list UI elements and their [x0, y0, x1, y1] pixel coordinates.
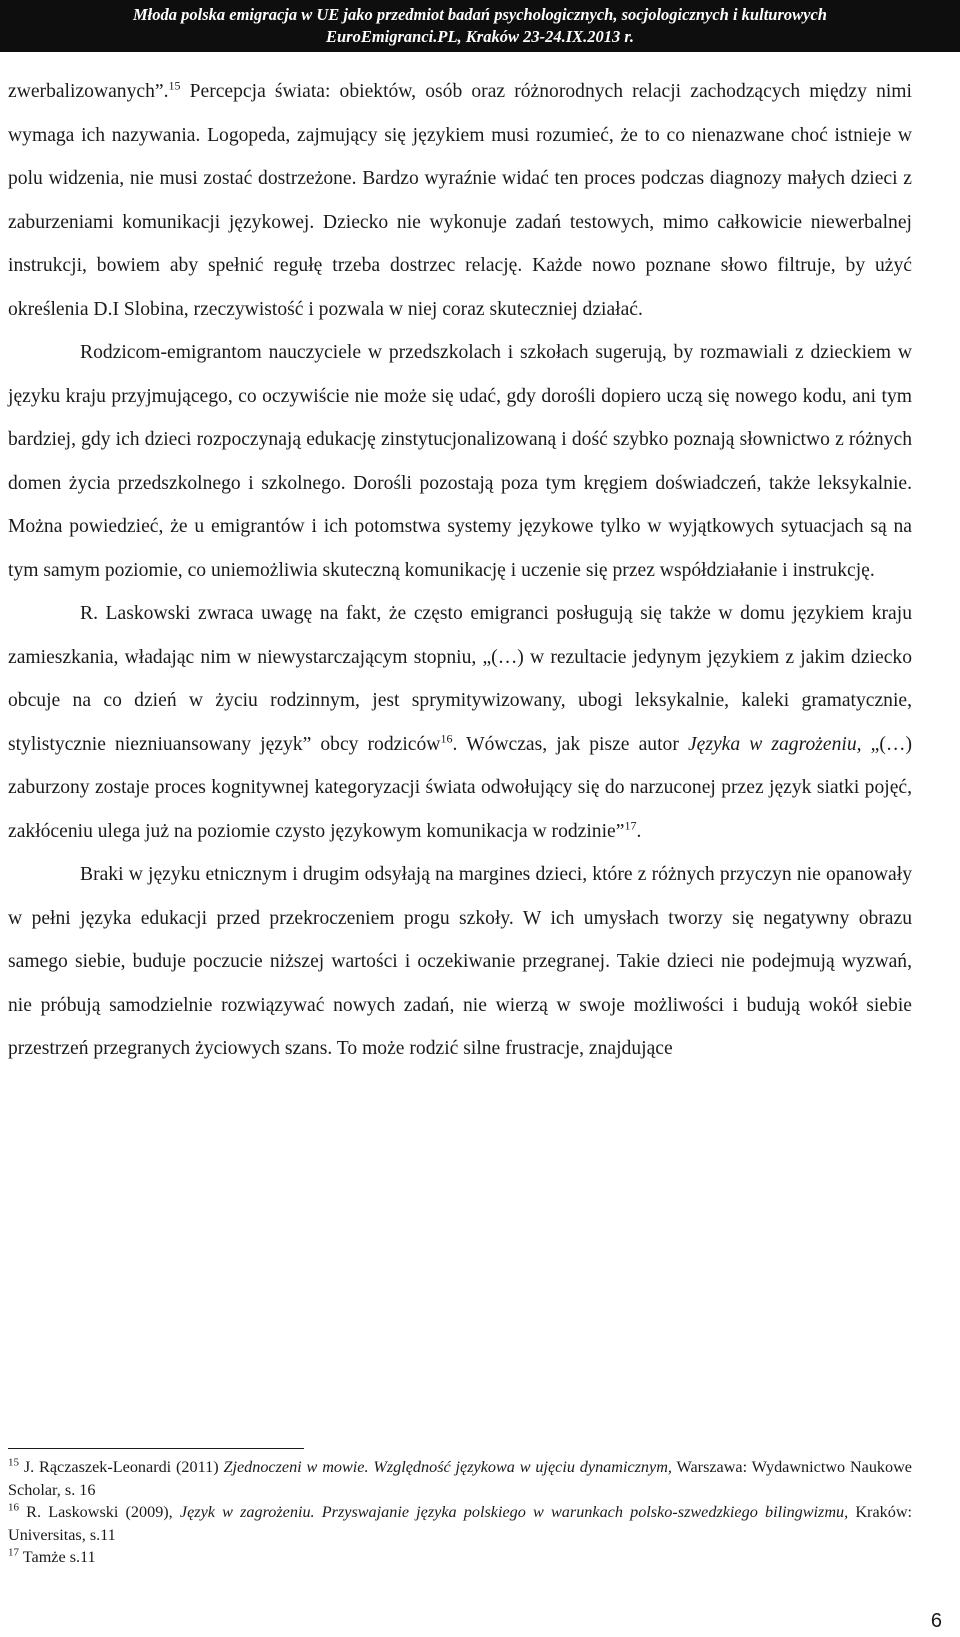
footnote-15-title: Zjednoczeni w mowie. Względność językowa w ujęciu dynamicznym, [223, 1458, 672, 1476]
header-title: Młoda polska emigracja w UE jako przedmiot badań psychologicznych, socjologicznych i kulturowych [133, 5, 827, 24]
footnote-separator [8, 1448, 304, 1449]
footnote-17-number: 17 [8, 1546, 19, 1559]
paragraph-4: Braki w języku etnicznym i drugim odsyłają na margines dzieci, które z różnych przyczyn nie opanowały w pełni języka edukacji przed przekroczeniem progu szkoły. W ich umysłach tworzy się negatywny obrazu samego siebie, buduje poczucie niższej wartości i oczekiwanie przegranej. Takie dzieci nie podejmują wyzwań, nie próbują samodzielnie rozwiązywać nowych zadań, nie wierzą w swoje możliwości i budują wokół siebie przestrzeń przegranych życiowych szans. To może rodzić silne frustracje, znajdujące [8, 864, 912, 1059]
paragraph-1-text-a: zwerbalizowanych”. [8, 81, 169, 102]
footnote-15-number: 15 [8, 1456, 19, 1469]
paragraph-3-text-c: „(…) zaburzony zostaje proces kognitywnej kategoryzacji świata odwołujący się do narzuconej przez język siatki pojęć, zakłóceniu ulega już na poziomie czysto językowym komunikacja w rodzinie” [8, 733, 912, 842]
footnote-16 [8, 1501, 912, 1546]
paragraph-3 [8, 592, 912, 853]
conference-header [0, 0, 960, 52]
footnote-15 [8, 1456, 912, 1501]
footnotes [8, 1456, 912, 1569]
paragraph-3-text-a: R. Laskowski zwraca uwagę na fakt, że często emigranci posługują się także w domu językiem kraju zamieszkania, władając nim w niewystarczającym stopniu, „(…) w rezultacie jedynym językiem z jakim dziecko obcuje na co dzień w życiu rodzinnym, jest sprymitywizowany, ubogi leksykalnie, kaleki gramatycznie, stylistycznie niezniuansowany język” obcy rodziców [8, 603, 912, 755]
page-number: 6 [930, 1610, 942, 1632]
footnote-16-text-b: Kraków: Universitas, s.11 [8, 1503, 913, 1544]
footnote-16-text-a: R. Laskowski (2009), [19, 1503, 180, 1521]
header-subtitle: EuroEmigranci.PL, Kraków 23-24.IX.2013 r. [325, 27, 635, 46]
footnote-ref-17: 17 [624, 817, 637, 832]
paragraph-1 [8, 70, 912, 331]
footnote-15-text-a: J. Rączaszek-Leonardi (2011) [19, 1458, 224, 1476]
paragraph-1-text-b: Percepcja świata: obiektów, osób oraz różnorodnych relacji zachodzących między nimi wymaga ich nazywania. Logopeda, zajmujący się językiem musi rozumieć, że to co nienazwane choć istnieje w polu widzenia, nie musi zostać dostrzeżone. Bardzo wyraźnie widać ten proces podczas diagnozy małych dzieci z zaburzeniami komunikacji językowej. Dziecko nie wykonuje zadań testowych, mimo całkowicie niewerbalnej instrukcji, bowiem aby spełnić regułę trzeba dostrzec relację. Każde nowo poznane słowo filtruje, by użyć określenia D.I Slobina, rzeczywistość i pozwala w niej coraz skuteczniej działać. [8, 81, 912, 320]
paragraph-3-text-b: . Wówczas, jak pisze autor [452, 733, 688, 755]
footnote-16-title: Język w zagrożeniu. Przyswajanie języka polskiego w warunkach polsko-szwedzkiego bilingwizmu, [179, 1503, 849, 1521]
footnote-17-text: Tamże s.11 [19, 1548, 96, 1566]
footnote-ref-16: 16 [440, 730, 453, 745]
footnote-17 [8, 1546, 912, 1569]
footnote-ref-15: 15 [168, 78, 181, 93]
book-title: Języka w zagrożeniu, [687, 733, 862, 755]
body-text [8, 70, 912, 1071]
footnote-16-number: 16 [8, 1501, 19, 1514]
paragraph-3-text-d: . [636, 820, 642, 842]
paragraph-2: Rodzicom-emigrantom nauczyciele w przedszkolach i szkołach sugerują, by rozmawiali z dzieckiem w języku kraju przyjmującego, co oczywiście nie może się udać, gdy dorośli dopiero uczą się nowego kodu, ani tym bardziej, gdy ich dzieci rozpoczynają edukację zinstytucjonalizowaną i dość szybko poznają słownictwo z różnych domen życia przedszkolnego i szkolnego. Dorośli pozostają poza tym kręgiem doświadczeń, także leksykalnie. Można powiedzieć, że u emigrantów i ich potomstwa systemy językowe tylko w wyjątkowych sytuacjach są na tym samym poziomie, co uniemożliwia skuteczną komunikację i uczenie się przez współdziałanie i instrukcję. [8, 342, 912, 581]
footnote-15-text-b: Warszawa: Wydawnictwo Naukowe Scholar, s. 16 [8, 1458, 912, 1499]
